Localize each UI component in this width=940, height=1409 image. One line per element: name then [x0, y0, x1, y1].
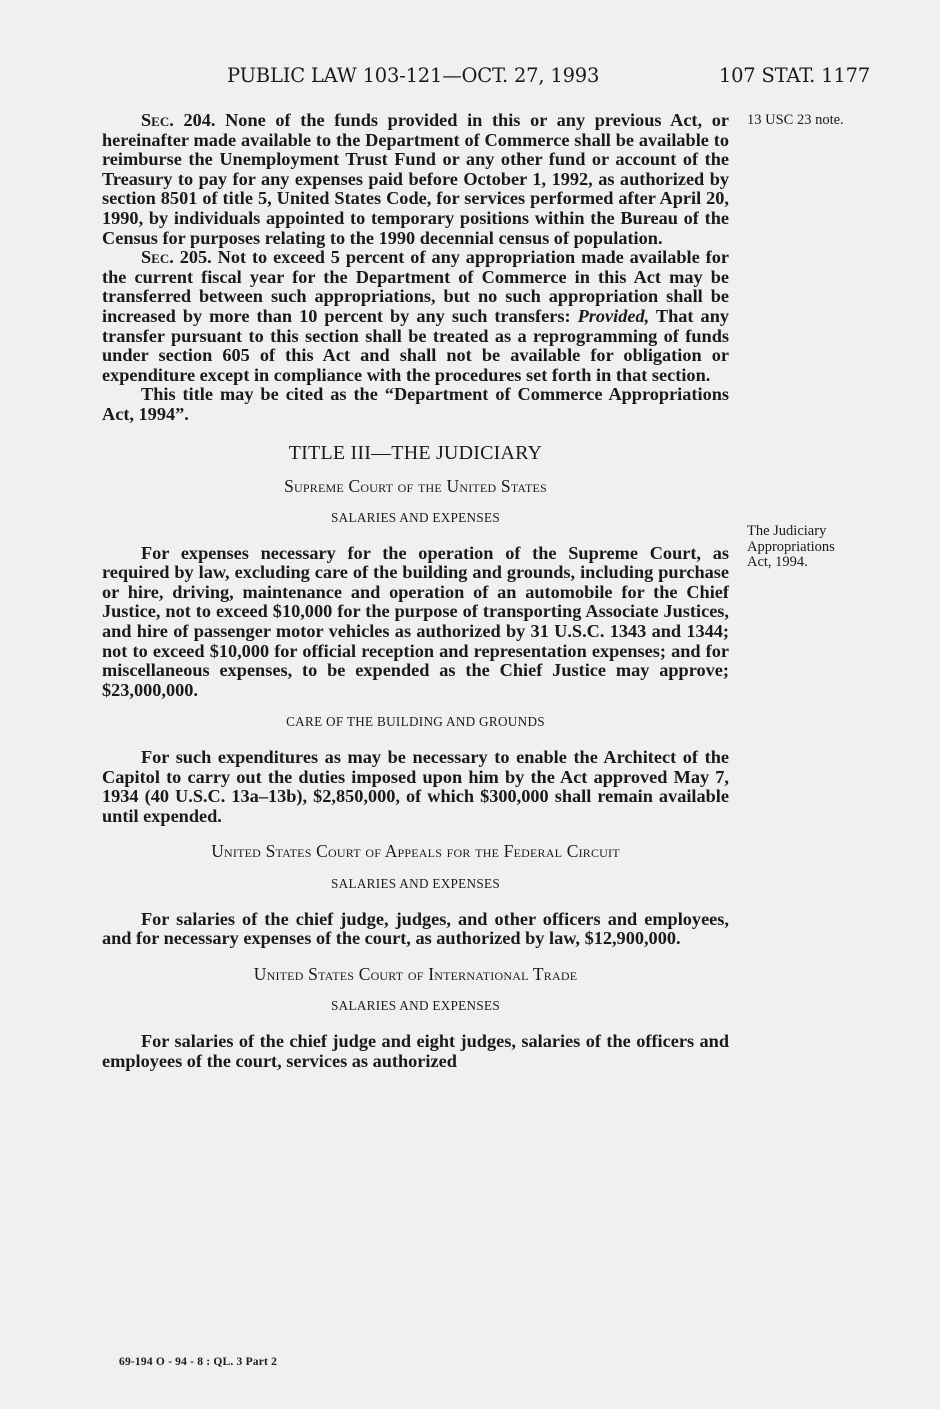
section-text: That any transfer pursuant to this section shall be treated as a reprogramming of funds under section 605 of this Act and shall not be available for obligation or expenditure except in compliance with the procedures set forth in that section. — [102, 305, 729, 385]
section-text: Not to exceed 5 percent of any appropriation made available for the current fiscal year for the Department of Commerce in this Act may be transferred between such appropriations, but no such appropriation shall be increased by more than 10 percent by any such transfers: — [102, 247, 729, 326]
judiciary-note-line: Appropriations — [747, 538, 835, 555]
subheading: CARE OF THE BUILDING AND GROUNDS — [286, 714, 545, 730]
print-footer: 69-194 O - 94 - 8 : QL. 3 Part 2 — [119, 1356, 278, 1368]
running-head: PUBLIC LAW 103-121—OCT. 27, 1993 — [227, 64, 600, 87]
court-heading: United States Court of Appeals for the Federal Circuit — [211, 841, 620, 862]
section-label: Sec. 205. — [141, 247, 212, 268]
section-205 — [102, 248, 729, 385]
appropriation-paragraph: For salaries of the chief judge and eight judges, salaries of the officers and employees of the court, services as authorized — [102, 1030, 729, 1071]
subheading: SALARIES AND EXPENSES — [331, 998, 500, 1014]
body-column — [102, 111, 729, 1071]
court-heading: United States Court of International Trade — [253, 963, 578, 984]
citation-paragraph: This title may be cited as the “Department of Commerce Appropriations Act, 1994”. — [102, 384, 729, 424]
judiciary-note-line: Act, 1994. — [747, 554, 808, 570]
proviso: Provided, — [577, 305, 650, 326]
judiciary-margin-note — [747, 524, 835, 571]
court-heading: Supreme Court of the United States — [284, 475, 547, 496]
usc-margin-note: 13 USC 23 note. — [747, 112, 844, 128]
page-header — [227, 64, 870, 90]
subheading: SALARIES AND EXPENSES — [331, 876, 500, 891]
section-204 — [102, 111, 729, 248]
stat-page-number: 107 STAT. 1177 — [718, 64, 870, 87]
section-text: None of the funds provided in this or any previous Act, or hereinafter made available to the Department of Commerce shall be available to reimburse the Unemployment Trust Fund or any other fund or account of the Treasury to pay for any expenses paid before October 1, 1992, as authorized by section 8501 of title 5, United States Code, for services performed after April 20, 1990, by individuals appointed to temporary positions within the Bureau of the Census for purposes relating to the 1990 decennial census of population. — [102, 110, 730, 248]
appropriation-paragraph: For such expenditures as may be necessary to enable the Architect of the Capitol to carry out the duties imposed upon him by the Act approved May 7, 1934 (40 U.S.C. 13a–13b), $2,850,000, of which $300,000 shall remain available until expended. — [102, 747, 729, 826]
title-heading: TITLE III—THE JUDICIARY — [288, 441, 543, 464]
appropriation-paragraph: For salaries of the chief judge, judges, and other officers and employees, and for necessary expenses of the court, as authorized by law, $12,900,000. — [102, 908, 729, 949]
judiciary-note-line: The Judiciary — [747, 523, 827, 539]
subheading: SALARIES AND EXPENSES — [331, 510, 500, 526]
appropriation-paragraph: For expenses necessary for the operation of the Supreme Court, as required by law, excluding care of the building and grounds, including purchase or hire, driving, maintenance and operation of an automobile for the Chief Justice, not to exceed $10,000 for the purpose of transporting Associate Justices, and hire of passenger motor vehicles as authorized by 31 U.S.C. 1343 and 1344; not to exceed $10,000 for official reception and representation expenses; and for miscellaneous expenses, to be expended as the Chief Justice may approve; $23,000,000. — [102, 542, 729, 700]
section-label: Sec. 204. — [141, 110, 216, 130]
